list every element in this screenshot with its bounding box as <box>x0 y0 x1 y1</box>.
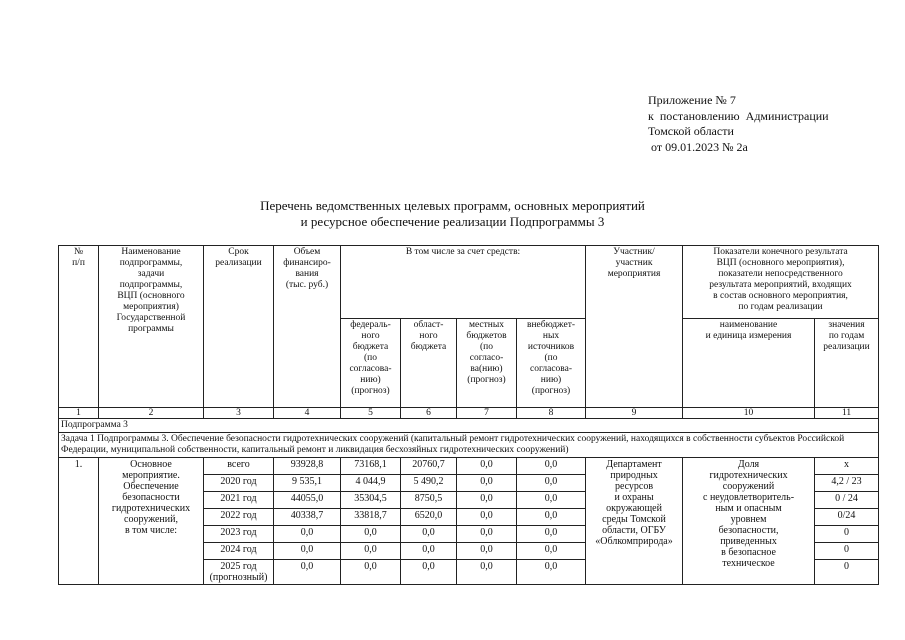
local-cell: 0,0 <box>457 526 517 543</box>
local-cell: 0,0 <box>457 492 517 509</box>
header-participant: Участник/ участник мероприятия <box>586 246 683 408</box>
regional-cell: 0,0 <box>401 543 457 560</box>
program-table <box>58 245 879 585</box>
period-cell: 2023 год <box>204 526 274 543</box>
volume-cell: 93928,8 <box>274 458 341 475</box>
volume-cell: 0,0 <box>274 543 341 560</box>
value-cell: 0 / 24 <box>815 492 879 509</box>
period-cell: 2025 год (прогнозный) <box>204 560 274 585</box>
item-participant: Департамент природных ресурсов и охраны окружающей среды Томской области, ОГБУ «Облкомприрода» <box>586 458 683 585</box>
header-indicators: Показатели конечного результата ВЦП (основного мероприятия), показатели непосредственного результата мероприятий, входящих в состав основного мероприятия, по годам реализации <box>683 246 879 319</box>
header-volume: Объем финансиро- вания (тыс. руб.) <box>274 246 341 408</box>
header-federal: федераль- ного бюджета (по согласова- нию) (прогноз) <box>341 319 401 408</box>
federal-cell: 0,0 <box>341 543 401 560</box>
federal-cell: 35304,5 <box>341 492 401 509</box>
regional-cell: 6520,0 <box>401 509 457 526</box>
local-cell: 0,0 <box>457 560 517 585</box>
annex-line: Приложение № 7 <box>648 93 736 107</box>
value-cell: 0 <box>815 526 879 543</box>
local-cell: 0,0 <box>457 458 517 475</box>
extra-cell: 0,0 <box>517 526 586 543</box>
volume-cell: 44055,0 <box>274 492 341 509</box>
column-number: 9 <box>586 408 683 419</box>
annex-line: Томской области <box>648 124 734 138</box>
header-term: Срок реализации <box>204 246 274 408</box>
column-number: 6 <box>401 408 457 419</box>
header-extra: внебюджет- ных источников (по согласова- нию) (прогноз) <box>517 319 586 408</box>
header-regional: област- ного бюджета <box>401 319 457 408</box>
federal-cell: 33818,7 <box>341 509 401 526</box>
value-cell: х <box>815 458 879 475</box>
item-indicator: Доля гидротехнических сооружений с неудовлетворитель- ным и опасным уровнем безопасности, приведенных в безопасное техническое <box>683 458 815 585</box>
column-number-row <box>59 408 879 419</box>
value-cell: 0 <box>815 560 879 585</box>
local-cell: 0,0 <box>457 543 517 560</box>
document-title <box>0 198 905 230</box>
column-number: 8 <box>517 408 586 419</box>
regional-cell: 20760,7 <box>401 458 457 475</box>
value-cell: 0 <box>815 543 879 560</box>
local-cell: 0,0 <box>457 475 517 492</box>
federal-cell: 0,0 <box>341 560 401 585</box>
value-cell: 4,2 / 23 <box>815 475 879 492</box>
volume-cell: 40338,7 <box>274 509 341 526</box>
federal-cell: 73168,1 <box>341 458 401 475</box>
regional-cell: 0,0 <box>401 526 457 543</box>
period-cell: 2024 год <box>204 543 274 560</box>
column-number: 10 <box>683 408 815 419</box>
regional-cell: 0,0 <box>401 560 457 585</box>
annex-line: от 09.01.2023 № 2а <box>648 139 748 154</box>
column-number: 7 <box>457 408 517 419</box>
title-line: Перечень ведомственных целевых программ, основных мероприятий <box>260 198 645 213</box>
task-row: Задача 1 Подпрограммы 3. Обеспечение безопасности гидротехнических сооружений (капитальный ремонт гидротехнических сооружений, находящихся в собственности субъектов Российской Федерации, муниципальной собственности, капитальный ремонт и ликвидация бесхозяйных гидротехнических сооружений) <box>59 433 879 458</box>
column-number: 5 <box>341 408 401 419</box>
column-number: 1 <box>59 408 99 419</box>
header-num: № п/п <box>59 246 99 408</box>
period-cell: 2021 год <box>204 492 274 509</box>
header-name: Наименование подпрограммы, задачи подпрограммы, ВЦП (основного мероприятия) Государственной программы <box>99 246 204 408</box>
extra-cell: 0,0 <box>517 475 586 492</box>
extra-cell: 0,0 <box>517 560 586 585</box>
subprogram-row: Подпрограмма 3 <box>59 419 879 433</box>
table-row <box>59 458 879 475</box>
value-cell: 0/24 <box>815 509 879 526</box>
period-cell: всего <box>204 458 274 475</box>
title-line: и ресурсное обеспечение реализации Подпрограммы 3 <box>300 214 605 229</box>
column-number: 4 <box>274 408 341 419</box>
column-number: 11 <box>815 408 879 419</box>
header-sources: В том числе за счет средств: <box>341 246 586 319</box>
extra-cell: 0,0 <box>517 492 586 509</box>
volume-cell: 0,0 <box>274 560 341 585</box>
extra-cell: 0,0 <box>517 509 586 526</box>
item-name: Основное мероприятие. Обеспечение безопасности гидротехнических сооружений, в том числе: <box>99 458 204 585</box>
extra-cell: 0,0 <box>517 458 586 475</box>
regional-cell: 8750,5 <box>401 492 457 509</box>
header-ind-values: значения по годам реализации <box>815 319 879 408</box>
item-number: 1. <box>59 458 99 585</box>
column-number: 2 <box>99 408 204 419</box>
federal-cell: 4 044,9 <box>341 475 401 492</box>
local-cell: 0,0 <box>457 509 517 526</box>
period-cell: 2022 год <box>204 509 274 526</box>
annex-line: к постановлению Администрации <box>648 108 829 123</box>
regional-cell: 5 490,2 <box>401 475 457 492</box>
volume-cell: 0,0 <box>274 526 341 543</box>
volume-cell: 9 535,1 <box>274 475 341 492</box>
header-local: местных бюджетов (по согласо- ва(нию) (прогноз) <box>457 319 517 408</box>
annex-block <box>648 93 829 155</box>
header-ind-name: наименование и единица измерения <box>683 319 815 408</box>
extra-cell: 0,0 <box>517 543 586 560</box>
period-cell: 2020 год <box>204 475 274 492</box>
column-number: 3 <box>204 408 274 419</box>
federal-cell: 0,0 <box>341 526 401 543</box>
